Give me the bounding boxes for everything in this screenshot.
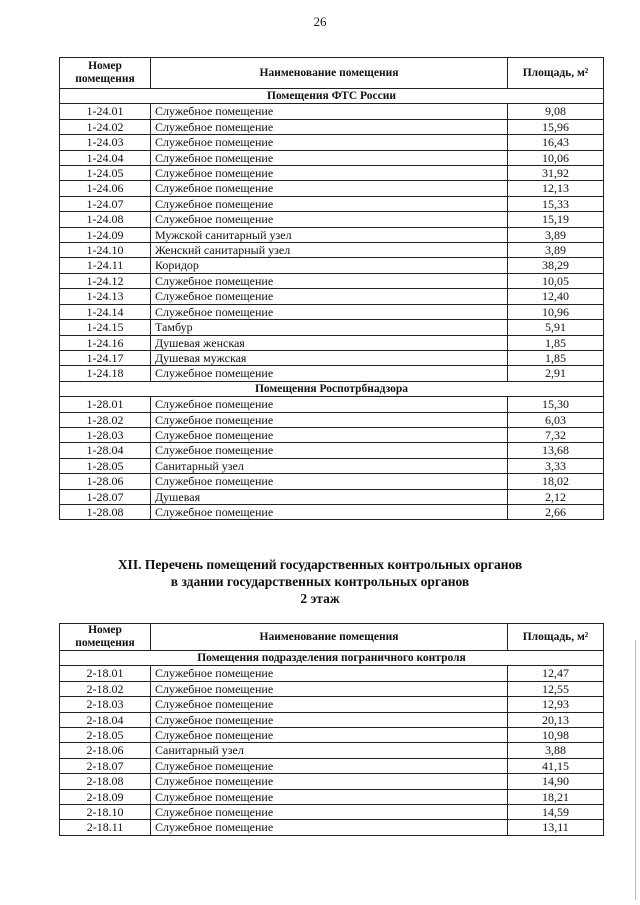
- room-number: 2-18.05: [60, 728, 151, 743]
- room-name: Санитарный узел: [151, 743, 508, 758]
- room-name: Женский санитарный узел: [151, 243, 508, 258]
- table-row: [60, 104, 604, 119]
- table-row: [60, 697, 604, 712]
- room-number: 1-24.13: [60, 289, 151, 304]
- room-area: 2,66: [508, 504, 604, 519]
- table-row: [60, 335, 604, 350]
- room-area: 5,91: [508, 320, 604, 335]
- room-number: 1-24.10: [60, 243, 151, 258]
- room-area: 7,32: [508, 427, 604, 442]
- room-number: 1-24.03: [60, 135, 151, 150]
- room-name: Служебное помещение: [151, 196, 508, 211]
- rooms-table-floor-2: [59, 623, 604, 836]
- room-area: 6,03: [508, 412, 604, 427]
- room-area: 14,90: [508, 774, 604, 789]
- room-area: 10,06: [508, 150, 604, 165]
- room-name: Служебное помещение: [151, 443, 508, 458]
- room-name: Служебное помещение: [151, 820, 508, 835]
- room-number: 1-28.08: [60, 504, 151, 519]
- room-area: 18,21: [508, 789, 604, 804]
- room-area: 16,43: [508, 135, 604, 150]
- room-name: Служебное помещение: [151, 104, 508, 119]
- room-name: Служебное помещение: [151, 474, 508, 489]
- room-area: 10,96: [508, 304, 604, 319]
- room-name: Служебное помещение: [151, 789, 508, 804]
- room-name: Служебное помещение: [151, 135, 508, 150]
- heading-line-3: 2 этаж: [300, 591, 340, 606]
- table-row: [60, 150, 604, 165]
- column-header-name: Наименование помещения: [151, 624, 508, 651]
- room-number: 2-18.08: [60, 774, 151, 789]
- room-area: 10,98: [508, 728, 604, 743]
- room-name: Служебное помещение: [151, 166, 508, 181]
- room-area: 12,47: [508, 666, 604, 681]
- room-number: 1-28.03: [60, 427, 151, 442]
- room-area: 1,85: [508, 350, 604, 365]
- column-header-area: Площадь, м²: [508, 58, 604, 89]
- room-number: 1-28.04: [60, 443, 151, 458]
- room-name: Душевая: [151, 489, 508, 504]
- page-number: 26: [313, 14, 327, 29]
- room-name: Служебное помещение: [151, 273, 508, 288]
- room-number: 2-18.06: [60, 743, 151, 758]
- table-row: [60, 258, 604, 273]
- section-row: [60, 651, 604, 666]
- room-area: 12,93: [508, 697, 604, 712]
- room-number: 1-24.08: [60, 212, 151, 227]
- section-title: Помещения подразделения пограничного контроля: [60, 651, 604, 666]
- room-number: 1-24.14: [60, 304, 151, 319]
- room-area: 3,89: [508, 227, 604, 242]
- table-row: [60, 681, 604, 696]
- room-area: 2,91: [508, 366, 604, 381]
- table-row: [60, 320, 604, 335]
- room-name: Служебное помещение: [151, 774, 508, 789]
- room-number: 1-24.15: [60, 320, 151, 335]
- room-name: Служебное помещение: [151, 681, 508, 696]
- room-area: 13,11: [508, 820, 604, 835]
- table-row: [60, 712, 604, 727]
- room-name: Служебное помещение: [151, 697, 508, 712]
- room-name: Служебное помещение: [151, 289, 508, 304]
- room-number: 1-28.06: [60, 474, 151, 489]
- table-row: [60, 273, 604, 288]
- room-area: 15,33: [508, 196, 604, 211]
- room-name: Санитарный узел: [151, 458, 508, 473]
- table-header-row: [60, 624, 604, 651]
- room-area: 1,85: [508, 335, 604, 350]
- room-name: Служебное помещение: [151, 805, 508, 820]
- room-number: 2-18.03: [60, 697, 151, 712]
- room-number: 1-24.09: [60, 227, 151, 242]
- room-area: 12,13: [508, 181, 604, 196]
- table-row: [60, 166, 604, 181]
- room-name: Служебное помещение: [151, 504, 508, 519]
- room-number: 2-18.04: [60, 712, 151, 727]
- room-number: 2-18.07: [60, 758, 151, 773]
- room-area: 3,89: [508, 243, 604, 258]
- room-number: 2-18.09: [60, 789, 151, 804]
- room-name: Душевая женская: [151, 335, 508, 350]
- room-area: 15,30: [508, 397, 604, 412]
- room-area: 12,55: [508, 681, 604, 696]
- table-row: [60, 412, 604, 427]
- table-row: [60, 758, 604, 773]
- room-name: Служебное помещение: [151, 397, 508, 412]
- room-number: 2-18.01: [60, 666, 151, 681]
- room-name: Душевая мужская: [151, 350, 508, 365]
- room-name: Коридор: [151, 258, 508, 273]
- table-row: [60, 366, 604, 381]
- room-name: Служебное помещение: [151, 119, 508, 134]
- rooms-table-floor-1: [59, 57, 604, 520]
- table-row: [60, 135, 604, 150]
- heading-line-1: XII. Перечень помещений государственных контрольных органов: [117, 557, 523, 572]
- room-name: Служебное помещение: [151, 758, 508, 773]
- room-name: Служебное помещение: [151, 666, 508, 681]
- section-heading: [0, 556, 640, 607]
- room-number: 1-28.05: [60, 458, 151, 473]
- room-area: 31,92: [508, 166, 604, 181]
- room-name: Служебное помещение: [151, 427, 508, 442]
- table-row: [60, 805, 604, 820]
- table-row: [60, 304, 604, 319]
- room-number: 2-18.11: [60, 820, 151, 835]
- table-row: [60, 397, 604, 412]
- table-row: [60, 427, 604, 442]
- room-name: Служебное помещение: [151, 728, 508, 743]
- room-name: Служебное помещение: [151, 150, 508, 165]
- room-name: Тамбур: [151, 320, 508, 335]
- table-row: [60, 243, 604, 258]
- column-header-number: Номер помещения: [60, 624, 151, 651]
- room-number: 1-24.01: [60, 104, 151, 119]
- room-name: Мужской санитарный узел: [151, 227, 508, 242]
- table-row: [60, 212, 604, 227]
- room-name: Служебное помещение: [151, 304, 508, 319]
- heading-line-2: в здании государственных контрольных органов: [170, 574, 470, 589]
- table-row: [60, 666, 604, 681]
- room-number: 1-24.17: [60, 350, 151, 365]
- scan-edge-mark: [635, 640, 636, 900]
- table-row: [60, 789, 604, 804]
- room-name: Служебное помещение: [151, 212, 508, 227]
- column-header-area: Площадь, м²: [508, 624, 604, 651]
- room-area: 14,59: [508, 805, 604, 820]
- room-area: 13,68: [508, 443, 604, 458]
- room-area: 9,08: [508, 104, 604, 119]
- room-number: 1-24.02: [60, 119, 151, 134]
- room-area: 10,05: [508, 273, 604, 288]
- table-row: [60, 196, 604, 211]
- room-number: 2-18.10: [60, 805, 151, 820]
- section-row: [60, 89, 604, 104]
- table-row: [60, 119, 604, 134]
- column-header-number: Номер помещения: [60, 58, 151, 89]
- section-title: Помещения ФТС России: [60, 89, 604, 104]
- table-row: [60, 504, 604, 519]
- table-row: [60, 289, 604, 304]
- room-area: 3,88: [508, 743, 604, 758]
- room-area: 15,96: [508, 119, 604, 134]
- column-header-name: Наименование помещения: [151, 58, 508, 89]
- room-area: 38,29: [508, 258, 604, 273]
- room-number: 1-24.07: [60, 196, 151, 211]
- room-number: 1-24.06: [60, 181, 151, 196]
- table-row: [60, 489, 604, 504]
- room-area: 41,15: [508, 758, 604, 773]
- room-number: 1-24.05: [60, 166, 151, 181]
- room-name: Служебное помещение: [151, 712, 508, 727]
- table-row: [60, 181, 604, 196]
- table-row: [60, 350, 604, 365]
- room-area: 15,19: [508, 212, 604, 227]
- room-name: Служебное помещение: [151, 181, 508, 196]
- room-area: 2,12: [508, 489, 604, 504]
- table-row: [60, 728, 604, 743]
- table-row: [60, 743, 604, 758]
- room-area: 18,02: [508, 474, 604, 489]
- table-row: [60, 774, 604, 789]
- table-row: [60, 227, 604, 242]
- room-number: 1-28.07: [60, 489, 151, 504]
- room-number: 1-24.18: [60, 366, 151, 381]
- room-number: 1-28.02: [60, 412, 151, 427]
- section-title: Помещения Роспотрбнадзора: [60, 381, 604, 396]
- table-row: [60, 474, 604, 489]
- room-name: Служебное помещение: [151, 366, 508, 381]
- room-area: 12,40: [508, 289, 604, 304]
- section-row: [60, 381, 604, 396]
- table-header-row: [60, 58, 604, 89]
- room-area: 20,13: [508, 712, 604, 727]
- table-row: [60, 820, 604, 835]
- room-number: 2-18.02: [60, 681, 151, 696]
- room-area: 3,33: [508, 458, 604, 473]
- table-row: [60, 443, 604, 458]
- room-number: 1-24.11: [60, 258, 151, 273]
- room-number: 1-28.01: [60, 397, 151, 412]
- room-number: 1-24.04: [60, 150, 151, 165]
- room-number: 1-24.16: [60, 335, 151, 350]
- room-number: 1-24.12: [60, 273, 151, 288]
- room-name: Служебное помещение: [151, 412, 508, 427]
- table-row: [60, 458, 604, 473]
